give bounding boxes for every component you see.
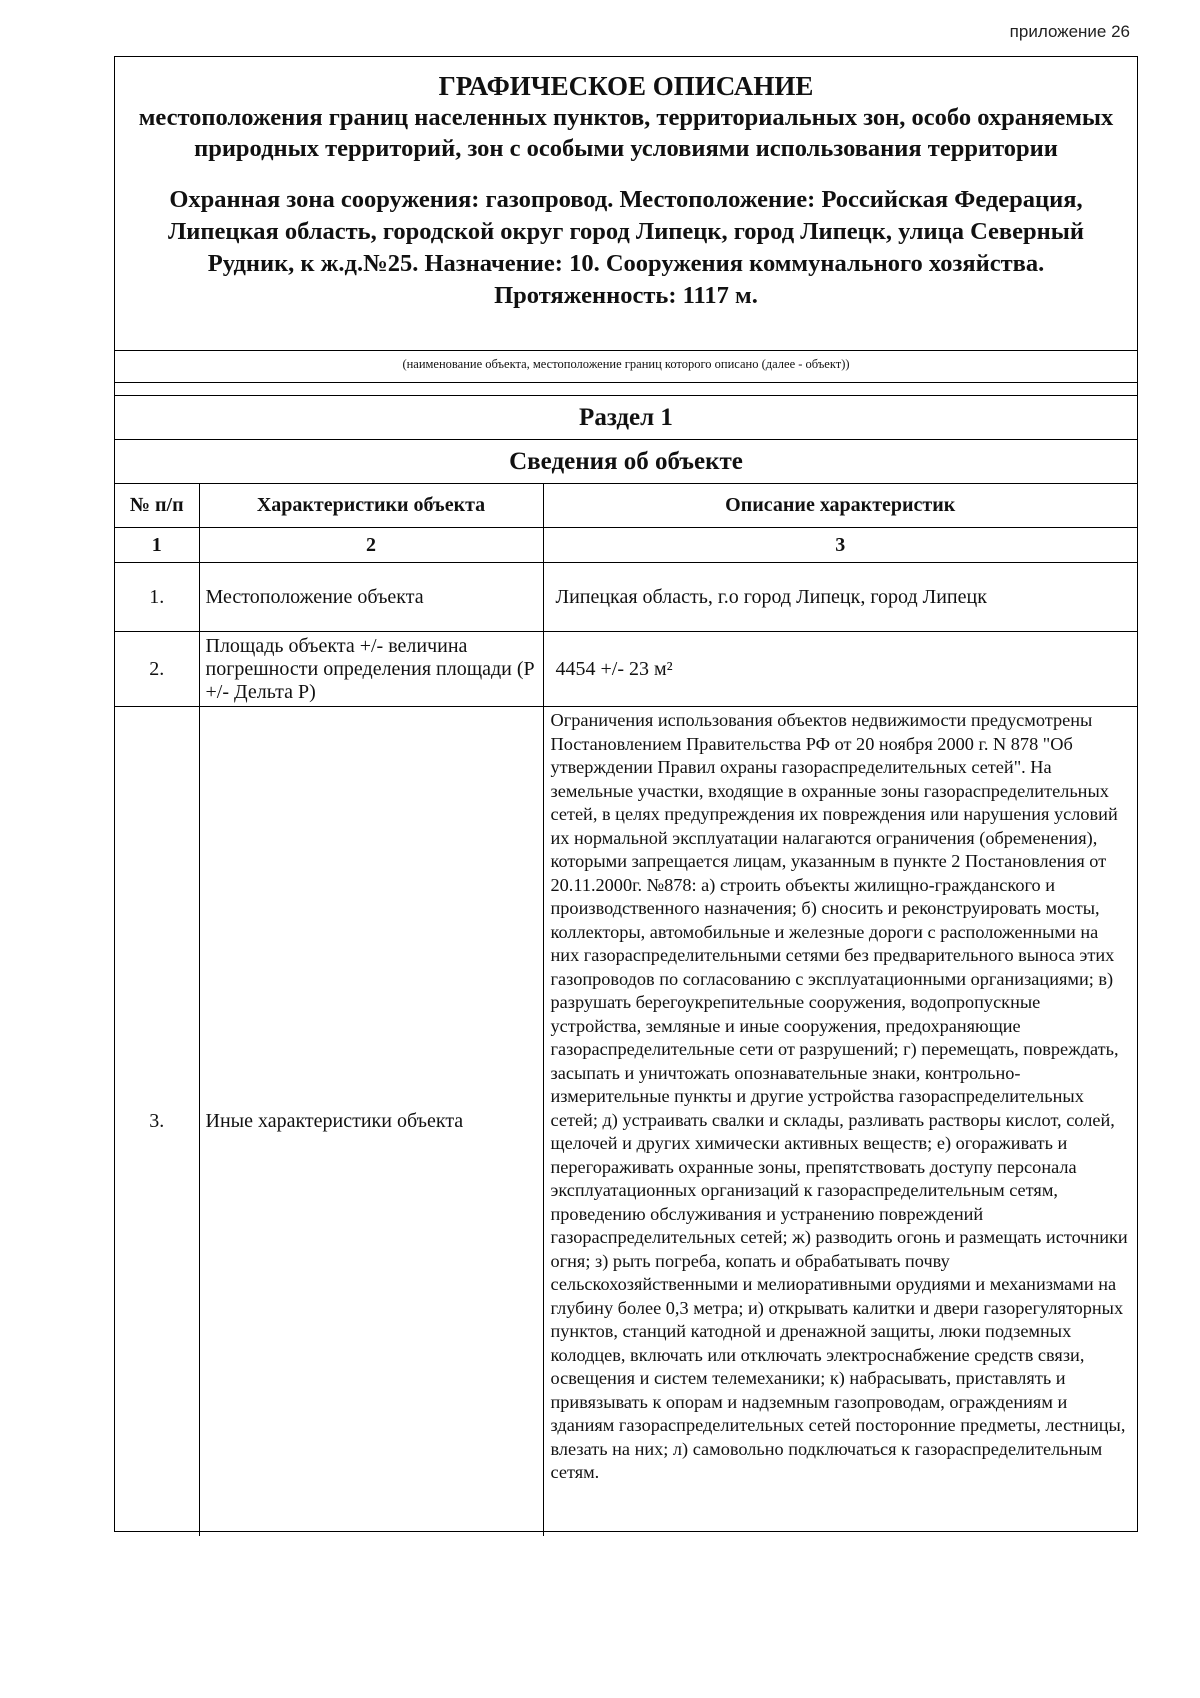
row-number: 3.: [115, 707, 199, 1537]
object-name-caption: (наименование объекта, местоположение границ которого описано (далее - объект)): [115, 350, 1137, 383]
appendix-label: приложение 26: [1009, 22, 1130, 41]
column-number-row: [115, 528, 1137, 563]
row-characteristic: Иные характеристики объекта: [199, 707, 543, 1537]
table-row: [115, 563, 1137, 632]
header-description: Описание характеристик: [543, 484, 1137, 528]
header-number: № п/п: [115, 484, 199, 528]
row-characteristic: Местоположение объекта: [199, 563, 543, 632]
column-number: 3: [543, 528, 1137, 563]
row-number: 1.: [115, 563, 199, 632]
column-number: 1: [115, 528, 199, 563]
document-subtitle: местоположения границ населенных пунктов, территориальных зон, особо охраняемых природных территорий, зон с особыми условиями использования территории: [138, 104, 1114, 162]
header-characteristic: Характеристики объекта: [199, 484, 543, 528]
row-description: 4454 +/- 23 м²: [543, 632, 1137, 707]
row-description: Липецкая область, г.о город Липецк, город Липецк: [543, 563, 1137, 632]
section-title: Раздел 1: [115, 395, 1137, 439]
table-row: [115, 707, 1137, 1537]
section-subtitle: Сведения об объекте: [115, 439, 1137, 483]
object-info-table: [115, 483, 1137, 1536]
row-characteristic: Площадь объекта +/- величина погрешности определения площади (P +/- Дельта P): [199, 632, 543, 707]
row-number: 2.: [115, 632, 199, 707]
table-row: [115, 632, 1137, 707]
header-spacer: [115, 383, 1137, 395]
row-description: Ограничения использования объектов недвижимости предусмотрены Постановлением Правительства РФ от 20 ноября 2000 г. N 878 "Об утверждении Правил охраны газораспределительных сетей". На земельные участки, входящие в охранные зоны газораспределительных сетей, в целях предупреждения их повреждения или нарушения условий их нормальной эксплуатации налагаются ограничения (обременения), которыми запрещается лицам, указанным в пункте 2 Постановления от 20.11.2000г. №878: а) строить объекты жилищно-гражданского и производственного назначения; б) сносить и реконструировать мосты, коллекторы, автомобильные и железные дороги с расположенными на них газораспределительными сетями без предварительного выноса этих газопроводов по согласованию с эксплуатационными организациями; в) разрушать берегоукрепительные сооружения, водопропускные устройства, земляные и иные сооружения, предохраняющие газораспределительные сети от разрушений; г) перемещать, повреждать, засыпать и уничтожать опознавательные знаки, контрольно-измерительные пункты и другие устройства газораспределительных сетей; д) устраивать свалки и склады, разливать растворы кислот, солей, щелочей и других химически активных веществ; е) огораживать и перегораживать охранные зоны, препятствовать доступу персонала эксплуатационных организаций к газораспределительным сетям, проведению обслуживания и устранению повреждений газораспределительных сетей; ж) разводить огонь и размещать источники огня; з) рыть погреба, копать и обрабатывать почву сельскохозяйственными и мелиоративными орудиями и механизмами на глубину более 0,3 метра; и) открывать калитки и двери газорегуляторных пунктов, станций катодной и дренажной защиты, люки подземных колодцев, включать или отключать электроснабжение средств связи, освещения и систем телемеханики; к) набрасывать, приставлять и привязывать к опорам и надземным газопроводам, ограждениям и зданиям газораспределительных сетей посторонние предметы, лестницы, влезать на них; л) самовольно подключаться к газораспределительным сетям.: [543, 707, 1137, 1537]
object-name: Охранная зона сооружения: газопровод. Местоположение: Российская Федерация, Липецкая область, городской округ город Липецк, город Липецк, улица Северный Рудник, к ж.д.№25. Назначение: 10. Сооружения коммунального хозяйства. Протяженность: 1117 м.: [167, 186, 1085, 309]
document-header: [115, 57, 1137, 350]
column-number: 2: [199, 528, 543, 563]
document-frame: [114, 56, 1138, 1532]
table-header-row: [115, 484, 1137, 528]
document-title: ГРАФИЧЕСКОЕ ОПИСАНИЕ: [438, 71, 814, 101]
